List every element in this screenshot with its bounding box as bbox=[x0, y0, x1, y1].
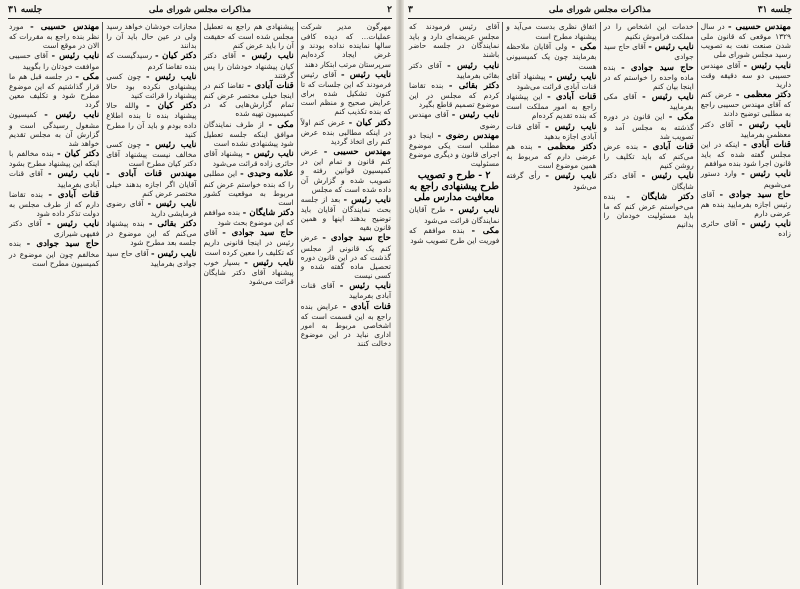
speech-entry bbox=[204, 51, 294, 79]
speech-entry bbox=[604, 112, 694, 140]
speaker-name: حاج سید جوادی - bbox=[719, 189, 791, 200]
speech-text: آقای رئیس فرمودند که مجلس عریضه‌ای دارد و باید نمایندگان در جلسه حاضر باشند bbox=[409, 22, 500, 60]
speech-entry bbox=[701, 22, 791, 60]
speech-entry bbox=[506, 171, 596, 190]
speech-text: عرض کنم یک قانونی از مجلس گذشت که در این قانون دوره تحصیل ماده گفته شده و کسی نیست bbox=[300, 233, 391, 281]
speech-text: طرح آقایان نمایندگان قرائت می‌شود bbox=[409, 205, 500, 225]
speaker-name: دکتر معظمی - bbox=[537, 141, 597, 152]
speech-entry bbox=[301, 70, 391, 117]
speaker-name: دکتر کیان - bbox=[146, 101, 197, 112]
speech-text: این پیشنهاد راجع به امور مملکت است که بنده تقدیم کرده‌ام bbox=[506, 92, 597, 121]
speaker-name: نایب رئیس - bbox=[648, 42, 694, 53]
speaker-name: حاج سید جوادی - bbox=[322, 233, 391, 244]
speech-text: خدمات این اشخاص را در مملکت فراموش نکنیم bbox=[603, 22, 694, 42]
speech-entry bbox=[701, 169, 791, 188]
speech-text: آقای دکتر فقیهی شیرازی bbox=[9, 219, 100, 239]
speech-text: آقای مکی بفرمایید bbox=[603, 92, 694, 112]
speaker-name: نایب رئیس - bbox=[743, 60, 791, 71]
right-col-2 bbox=[601, 22, 698, 585]
speaker-name: مکی - bbox=[75, 71, 100, 82]
speaker-name: دکتر کیان - bbox=[57, 149, 100, 160]
speech-entry bbox=[301, 195, 391, 233]
speaker-name: دکتر شایگان - bbox=[626, 191, 694, 202]
speech-entry bbox=[409, 22, 499, 60]
speech-entry bbox=[9, 51, 99, 70]
speech-text: کمیسیون مشغول رسیدگی است و گزارش آن به مجلس تقدیم خواهد شد bbox=[9, 110, 100, 148]
left-page-columns bbox=[6, 22, 394, 585]
left-page-session: جلسه ۳۱ bbox=[8, 5, 43, 15]
speech-entry bbox=[604, 192, 694, 230]
speech-entry bbox=[9, 169, 99, 188]
speech-entry bbox=[106, 140, 196, 168]
speech-entry bbox=[506, 92, 596, 120]
section-headline: ۲ - طرح و تصویب طرح پیشنهادی راجع به معافیت مدارس ملی bbox=[409, 170, 499, 204]
right-page-columns bbox=[406, 22, 794, 585]
speech-text: آقای دکتر معظمی بفرمایید bbox=[700, 119, 791, 139]
speaker-name: نایب رئیس - bbox=[339, 281, 391, 292]
speech-entry bbox=[701, 219, 791, 238]
speaker-name: نایب رئیس - bbox=[44, 110, 100, 121]
speaker-name: مهندس رضوی - bbox=[437, 130, 500, 141]
speaker-name: نایب رئیس - bbox=[340, 69, 391, 80]
speaker-name: نایب رئیس - bbox=[146, 71, 197, 82]
speech-text: آقای دکتر کیان پیشنهاد خودشان را پس گرفتند bbox=[203, 51, 294, 80]
speaker-name: نایب رئیس - bbox=[545, 121, 597, 132]
speech-entry bbox=[301, 233, 391, 280]
speech-text: آقای رضوی فرمایشی دارید bbox=[106, 198, 197, 218]
speaker-name: مهندس حسیبی - bbox=[323, 147, 391, 158]
speech-entry bbox=[506, 42, 596, 70]
speech-entry bbox=[106, 199, 196, 218]
speech-text: رأی گرفته می‌شود bbox=[506, 171, 597, 191]
speech-entry bbox=[204, 22, 294, 50]
speech-text: آقای حاج سید جوادی بفرمایید bbox=[106, 248, 197, 268]
speaker-name: نایب رئیس - bbox=[447, 60, 500, 71]
speech-entry bbox=[604, 142, 694, 170]
speaker-name: دکتر بقائی - bbox=[448, 80, 500, 91]
speech-text: مجازات خودشان خواهد رسید ولی در عین حال باید آن را بدانند bbox=[106, 22, 197, 51]
speech-text: بنده عرض می‌کنم که باید تکلیف را روشن کنیم bbox=[603, 141, 694, 171]
speech-entry bbox=[409, 205, 499, 224]
right-page bbox=[400, 0, 800, 589]
speech-text: بنده مخالفم چون این موضوع در کمیسیون مطرح است bbox=[9, 239, 100, 268]
speech-text: از طرف نمایندگان موافق اینکه جلسه تعطیل شود پیشنهادی نشده است bbox=[203, 119, 294, 148]
speech-text: در جلسه قبل هم ما قرار گذاشتیم که این موضوع مطرح شود و تکلیف معین گردد bbox=[9, 71, 100, 110]
speaker-name: حاج سید جوادی - bbox=[26, 239, 100, 250]
speech-text: در سال ۱۳۲۹ موقعی که قانون ملی شدن صنعت نفت به تصویب رسید مجلس شورای ملی bbox=[700, 22, 791, 60]
speaker-name: قنات آبادی - bbox=[342, 301, 391, 312]
speaker-name: قنات آبادی - bbox=[247, 80, 294, 91]
speaker-name: دکتر شایگان - bbox=[242, 207, 294, 218]
speaker-name: نایب رئیس - bbox=[244, 257, 294, 268]
speech-entry bbox=[409, 61, 499, 80]
speech-entry bbox=[301, 302, 391, 349]
left-col-4 bbox=[6, 22, 103, 585]
speech-text: آقای مهندس رضوی bbox=[409, 110, 500, 130]
speech-text: آقای حاج سید جوادی bbox=[603, 42, 694, 62]
speech-text: آقای رئیس در اینجا قانونی داریم که تکلیف را معین کرده است bbox=[203, 228, 294, 257]
speech-entry bbox=[506, 72, 596, 91]
speech-text: مهرگون مدیر شرکت عملیات... که دیده کافی سالها نماینده نداده بودند و غرض ایجاد کرده‌ایم سرپرستان مرتب ابتکار دهند bbox=[300, 22, 391, 69]
speaker-name: نایب رئیس - bbox=[741, 169, 791, 180]
speech-text: بنده موافقم که فوریت این طرح تصویب شود bbox=[409, 225, 500, 245]
speech-text: بسیار خوب پیشنهاد آقای دکتر شایگان قرائت می‌شود bbox=[203, 257, 294, 287]
speech-text: چون کسی پیشنهادی نکرده بود حالا پیشنهاد را قرائت کنید bbox=[106, 71, 197, 101]
speaker-name: نایب رئیس - bbox=[343, 194, 391, 205]
speaker-name: مکی - bbox=[668, 112, 694, 123]
speech-text: بنده مخالفم با اینکه این پیشنهاد مطرح بشود bbox=[9, 149, 100, 169]
speaker-name: حاج سید جوادی - bbox=[222, 228, 294, 239]
speech-entry bbox=[301, 281, 391, 300]
speech-text: ولی آقایان ملاحظه بفرمایند چون یک کمیسیونی هست bbox=[506, 42, 597, 71]
speaker-name: نایب رئیس - bbox=[241, 51, 294, 62]
speech-entry bbox=[9, 219, 99, 238]
speaker-name: قنات آبادی - bbox=[643, 141, 694, 152]
speech-entry bbox=[701, 140, 791, 168]
left-page-number: ۲ bbox=[387, 5, 392, 15]
left-page-header bbox=[8, 4, 392, 19]
speech-text: رسیدگیست که بنده تقاضا کردم bbox=[106, 51, 197, 71]
speech-entry bbox=[106, 219, 196, 247]
speech-entry bbox=[204, 81, 294, 119]
speech-entry bbox=[204, 120, 294, 148]
speaker-name: نایب رئیس - bbox=[146, 139, 197, 150]
speech-entry bbox=[204, 208, 294, 227]
speech-text: پیشنهاد آقای حائری زاده قرائت می‌شود bbox=[203, 149, 294, 169]
speech-text: چون کسی مخالف نیست پیشنهاد آقای دکتر کیان مطرح است bbox=[106, 139, 197, 169]
speech-entry bbox=[506, 122, 596, 141]
speech-text: پیشنهاد آقای قنات آبادی قرائت می‌شود bbox=[506, 71, 597, 91]
speech-entry bbox=[9, 110, 99, 148]
speaker-name: نایب رئیس - bbox=[641, 171, 694, 182]
speaker-name: مکی - bbox=[571, 42, 597, 53]
speaker-name: نایب رئیس - bbox=[642, 92, 694, 103]
speech-text: آقای قنات آبادی بفرمایید bbox=[9, 169, 100, 189]
speaker-name: نایب رئیس - bbox=[545, 171, 597, 182]
speech-text: بنده موافقم که این موضوع بحث شود bbox=[203, 207, 294, 228]
right-page-header bbox=[408, 4, 792, 19]
speech-entry bbox=[701, 120, 791, 139]
speech-text: این مطلبی را که بنده خواستم عرض کنم مربوط به موقعیت کشور است bbox=[203, 169, 294, 207]
speech-text: آقای قنات آبادی اجازه بدهید bbox=[506, 121, 597, 141]
speech-entry bbox=[9, 239, 99, 267]
right-page-title: مذاکرات مجلس شورای ملی bbox=[548, 5, 652, 15]
speech-text: آقای قنات آبادی بفرمایید bbox=[300, 281, 391, 301]
speech-entry bbox=[604, 63, 694, 91]
book-gutter bbox=[396, 0, 404, 589]
speaker-name: نایب رئیس - bbox=[741, 219, 791, 230]
right-page-session: جلسه ۳۱ bbox=[757, 5, 792, 15]
speech-text: تقاضا کنم در اینجا خیلی مختصر عرض کنم تمام گزارش‌هایی که در کمیسیون تهیه شده bbox=[203, 80, 294, 119]
speech-text: آقای حائری زاده bbox=[700, 219, 791, 239]
right-page-number: ۳ bbox=[408, 5, 413, 15]
speaker-name: حاج سید جوادی - bbox=[621, 62, 694, 73]
left-col-1 bbox=[298, 22, 394, 585]
speech-text: اینجا دو مطلب است یکی موضوع اجرای قانون و دیگری موضوع مسئولیت bbox=[409, 130, 500, 169]
speech-entry bbox=[106, 72, 196, 100]
speaker-name: دکتر کیان - bbox=[348, 117, 391, 128]
speech-entry bbox=[409, 81, 499, 109]
speech-entry bbox=[204, 149, 294, 168]
speech-entry bbox=[409, 226, 499, 245]
speaker-name: نایب رئیس - bbox=[147, 198, 197, 209]
speaker-name: مکی - bbox=[268, 119, 294, 130]
right-col-3 bbox=[503, 22, 600, 585]
speech-entry bbox=[204, 258, 294, 286]
speech-text: عرض کنم اولاً در اینکه مطالبی بنده عرض کنم رای اتخاذ گردید bbox=[300, 117, 391, 146]
speech-entry bbox=[701, 90, 791, 118]
speech-text: بنده پیشنهاد می‌کنم که این موضوع در جلسه بعد مطرح شود bbox=[106, 219, 197, 248]
speech-text: آقای حسیبی موافقت خودتان را بگویید bbox=[9, 51, 100, 71]
speech-text: آقای مهندس حسیبی دو سه دقیقه وقت دارید bbox=[700, 60, 791, 89]
left-col-3 bbox=[103, 22, 200, 585]
speech-entry bbox=[604, 42, 694, 61]
speech-text: بنده هم عرضی دارم که مربوط به همین موضوع است bbox=[506, 141, 597, 171]
speech-text: پیشنهادی هم راجع به تعطیل مجلس شده است که حقیقت آن را باید عرض کنم bbox=[203, 22, 294, 51]
speech-text: آقای دکتر شایگان bbox=[603, 171, 694, 191]
speech-text: وارد دستور می‌شویم bbox=[700, 169, 791, 189]
speech-text: آقایان اگر اجازه بدهند خیلی مختصر عرض کنم bbox=[106, 179, 197, 198]
left-col-2 bbox=[201, 22, 298, 585]
speaker-name: نایب رئیس - bbox=[738, 119, 791, 130]
speaker-name: قنات آبادی - bbox=[547, 92, 597, 103]
speech-entry bbox=[301, 22, 391, 69]
speech-text: بعد از جلسه بحث نمایندگان آقایان باید توضیح بدهند اینها و همین قانون بقیه bbox=[300, 194, 391, 233]
speech-entry bbox=[9, 22, 99, 50]
speech-text: مورد نظر بنده راجع به مقررات که الان در موقع است bbox=[9, 22, 100, 51]
speaker-name: نایب رئیس - bbox=[449, 205, 500, 216]
speaker-name: قنات آبادی - bbox=[48, 189, 100, 200]
speech-entry bbox=[506, 22, 596, 41]
speaker-name: نایب رئیس - bbox=[47, 219, 100, 230]
speaker-name: دکتر کیان - bbox=[154, 51, 197, 62]
speaker-name: مهندس حسیبی - bbox=[728, 22, 791, 32]
right-col-4 bbox=[406, 22, 503, 585]
speech-entry bbox=[604, 171, 694, 190]
speech-text: والله حالا پیشنهاد بنده تا بنده اطلاع داده بودم و باید آن را مطرح کنید bbox=[106, 101, 197, 139]
speech-entry bbox=[106, 169, 196, 197]
speaker-name: دکتر بقائی - bbox=[148, 219, 197, 230]
speaker-name: نایب رئیس - bbox=[51, 51, 100, 62]
speaker-name: نایب رئیس - bbox=[150, 248, 197, 259]
speech-entry bbox=[9, 149, 99, 168]
speech-entry bbox=[106, 22, 196, 50]
speaker-name: نایب رئیس - bbox=[246, 149, 294, 160]
speech-text: بنده می‌خواستم عرض کنم که ما باید مسئولیت خودمان را بدانیم bbox=[603, 191, 694, 230]
speech-text: بنده تقاضا کردم که مجلس در این موضوع تصمیم قاطع بگیرد bbox=[409, 80, 500, 110]
speech-text: آقای رئیس اجازه بفرمایید بنده هم عرضی دارم bbox=[700, 189, 791, 218]
speaker-name: نایب رئیس - bbox=[548, 71, 597, 82]
speech-entry bbox=[106, 51, 196, 70]
speech-entry bbox=[506, 142, 596, 170]
speaker-name: مهندس قنات آبادی - bbox=[106, 169, 197, 180]
speech-entry bbox=[409, 131, 499, 169]
speech-entry bbox=[701, 190, 791, 218]
speech-text: بنده تقاضا دارم که از طرف مجلس به دولت تذکر داده شود bbox=[9, 189, 100, 218]
speech-entry bbox=[604, 22, 694, 41]
speaker-name: نایب رئیس - bbox=[451, 110, 500, 121]
speech-text: عرض کنم که آقای مهندس حسیبی راجع به مطلبی توضیح دادند bbox=[700, 90, 791, 119]
speech-text: این قانون در دوره گذشته به مجلس آمد و تصویب شد bbox=[603, 112, 694, 141]
speech-entry bbox=[106, 101, 196, 139]
speaker-name: علامه وحیدی - bbox=[240, 169, 294, 180]
speech-text: عرایض بنده راجع به این قسمت است که اشخاصی مربوط به امور اداری نباید در این موضوع دخالت کنند bbox=[300, 301, 391, 349]
speech-entry bbox=[204, 169, 294, 207]
speech-entry bbox=[701, 61, 791, 89]
speech-text: آقای دکتر بقائی بفرمایید bbox=[409, 60, 500, 80]
speech-text: عرض کنم قانون و تمام این در کمیسیون قوانین رفته و تصویب شده و گزارش آن داده شده است که مجلس bbox=[300, 147, 391, 194]
speech-text: اینکه در این مجلس گفته شده که باید قانون اجرا شود بنده موافقم bbox=[700, 139, 791, 169]
speaker-name: مهندس حسیبی - bbox=[30, 22, 100, 32]
speech-text: آقای رئیس فرمودند که این جلسات که تا کنون تشکیل شده برای عرایض صحیح و منظم است که بنده تکذیب کنم bbox=[300, 69, 391, 117]
right-col-1 bbox=[698, 22, 794, 585]
speaker-name: قنات آبادی - bbox=[743, 139, 791, 150]
speech-entry bbox=[9, 190, 99, 218]
speech-entry bbox=[204, 228, 294, 256]
left-page-title: مذاکرات مجلس شورای ملی bbox=[148, 5, 252, 15]
speech-entry bbox=[301, 118, 391, 146]
speaker-name: نایب رئیس - bbox=[48, 169, 100, 180]
speech-entry bbox=[409, 110, 499, 129]
speaker-name: مکی - bbox=[471, 225, 500, 236]
speaker-name: دکتر معظمی - bbox=[735, 90, 791, 101]
speech-entry bbox=[301, 147, 391, 194]
speech-text: بنده ماده واحده را خواستم که در اینجا بیان کنم bbox=[603, 62, 694, 91]
speech-entry bbox=[9, 72, 99, 110]
speech-entry bbox=[106, 249, 196, 268]
speech-entry bbox=[604, 92, 694, 111]
speech-text: اتفاق نظری بدست می‌آید و پیشنهاد مطرح است bbox=[506, 22, 597, 42]
